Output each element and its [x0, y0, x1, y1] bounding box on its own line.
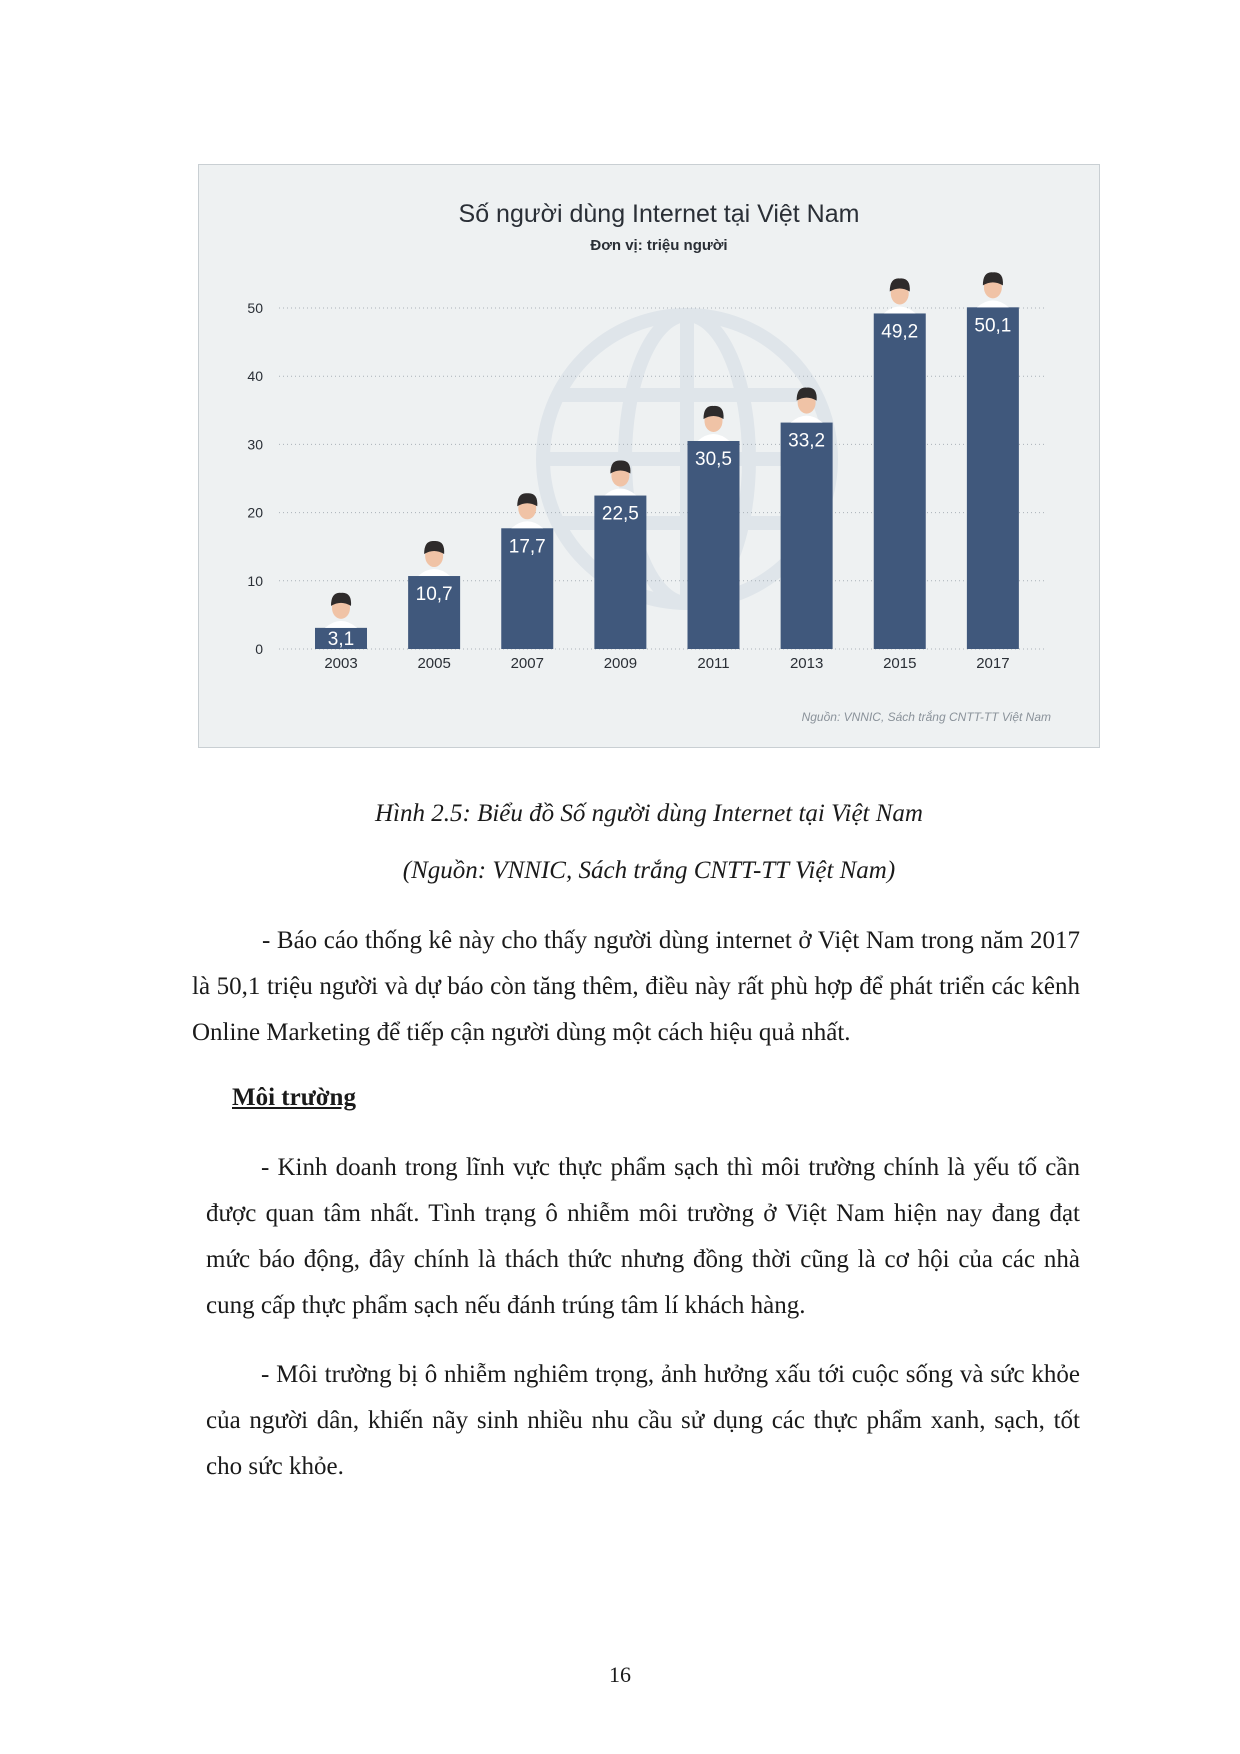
person-icon	[418, 541, 450, 576]
person-icon	[325, 593, 357, 628]
chart-figure	[198, 164, 1100, 748]
paragraph-environment-2: - Môi trường bị ô nhiễm nghiêm trọng, ảnh hưởng xấu tới cuộc sống và sức khỏe của người dân, khiến nãy sinh nhiều nhu cầu sử dụng các thực phẩm xanh, sạch, tốt cho sức khỏe.	[206, 1361, 1080, 1480]
person-icon	[884, 278, 916, 313]
person-shoulders	[884, 306, 916, 313]
x-tick-label: 2011	[697, 655, 730, 672]
x-tick-label: 2007	[510, 655, 544, 672]
bar	[688, 441, 740, 649]
y-tick-label: 20	[247, 504, 263, 521]
x-tick-label: 2015	[883, 655, 917, 672]
data-label: 10,7	[415, 584, 453, 606]
bar	[967, 307, 1019, 649]
y-tick-label: 0	[255, 641, 263, 657]
person-shoulders	[511, 521, 543, 528]
x-tick-label: 2003	[324, 655, 358, 672]
bar	[874, 313, 926, 649]
chart-source: Nguồn: VNNIC, Sách trắng CNTT-TT Việt Nam	[801, 710, 1051, 724]
x-tick-label: 2005	[417, 655, 451, 672]
page-number: 16	[609, 1662, 631, 1687]
bars-layer	[315, 272, 1019, 672]
section-heading: Môi trường	[232, 1084, 356, 1111]
person-icon	[977, 272, 1009, 307]
person-shoulders	[977, 300, 1009, 307]
y-tick-label: 40	[247, 368, 263, 385]
data-label: 50,1	[974, 315, 1012, 337]
y-tick-label: 10	[247, 572, 263, 589]
data-label: 49,2	[881, 321, 919, 343]
data-label: 17,7	[508, 536, 546, 558]
y-tick-label: 30	[247, 436, 263, 453]
person-shoulders	[418, 569, 450, 576]
chart-title: Số người dùng Internet tại Việt Nam	[458, 200, 860, 228]
y-tick-label: 50	[247, 300, 263, 316]
x-tick-label: 2009	[603, 655, 638, 672]
paragraph-environment-1: - Kinh doanh trong lĩnh vực thực phẩm sạch thì môi trường chính là yếu tố cần được quan tâm nhất. Tình trạng ô nhiễm môi trường ở Việt Nam hiện nay đang đạt mức báo động, đây chính là thách thức nhưng đồng thời cũng là cơ hội của các nhà cung cấp thực phẩm sạch nếu đánh trúng tâm lí khách hàng.	[206, 1154, 1080, 1319]
data-label: 3,1	[327, 629, 355, 650]
bar-chart	[199, 165, 1101, 749]
figure-source-caption: (Nguồn: VNNIC, Sách trắng CNTT-TT Việt Nam)	[402, 857, 896, 884]
person-icon	[698, 406, 730, 441]
data-label: 22,5	[601, 503, 639, 525]
person-shoulders	[325, 621, 357, 628]
data-label: 30,5	[695, 448, 732, 470]
figure-caption: Hình 2.5: Biểu đồ Số người dùng Internet tại Việt Nam	[375, 800, 923, 827]
bar	[781, 423, 833, 649]
person-shoulders	[698, 434, 730, 441]
data-label: 33,2	[788, 430, 826, 452]
x-tick-label: 2013	[789, 655, 824, 672]
chart-subtitle: Đơn vị: triệu người	[590, 237, 728, 254]
person-icon	[511, 493, 543, 528]
paragraph-statistics: - Báo cáo thống kê này cho thấy người dùng internet ở Việt Nam trong năm 2017 là 50,1 triệu người và dự báo còn tăng thêm, điều này rất phù hợp để phát triển các kênh Online Marketing để tiếp cận người dùng một cách hiệu quả nhất.	[192, 927, 1080, 1046]
x-tick-label: 2017	[976, 655, 1010, 672]
